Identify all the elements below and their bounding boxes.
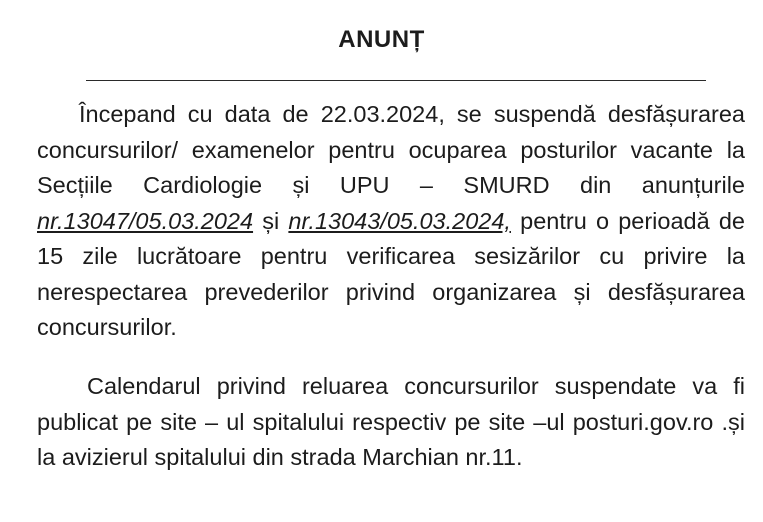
- notice-paragraph-calendar: Calendarul privind reluarea concursurilor suspendate va fi publicat pe site – ul spitalului respectiv pe site –ul posturi.gov.ro .și la avizierul spitalului din strada Marchian nr.11.: [37, 373, 745, 470]
- announcement-reference-1: nr.13047/05.03.2024: [37, 207, 254, 234]
- notice-paragraph-suspension: [37, 97, 745, 346]
- paragraph-text-between: și: [253, 207, 289, 234]
- title-divider: [86, 80, 706, 81]
- paragraph-text-after: pentru o perioadă de 15 zile lucrătoare pentru verificarea sesizărilor cu privire la nerespectarea prevederilor privind organizarea și desfășurarea concursurilor.: [37, 207, 745, 340]
- notice-title: ANUNȚ: [338, 26, 425, 53]
- paragraph-text-before: Începand cu data de 22.03.2024, se suspendă desfășurarea concursurilor/ examenelor pentru ocuparea posturilor vacante la Secțiile Cardiologie și UPU – SMURD din anunțurile: [37, 101, 745, 198]
- announcement-reference-2: nr.13043/05.03.2024,: [288, 207, 511, 234]
